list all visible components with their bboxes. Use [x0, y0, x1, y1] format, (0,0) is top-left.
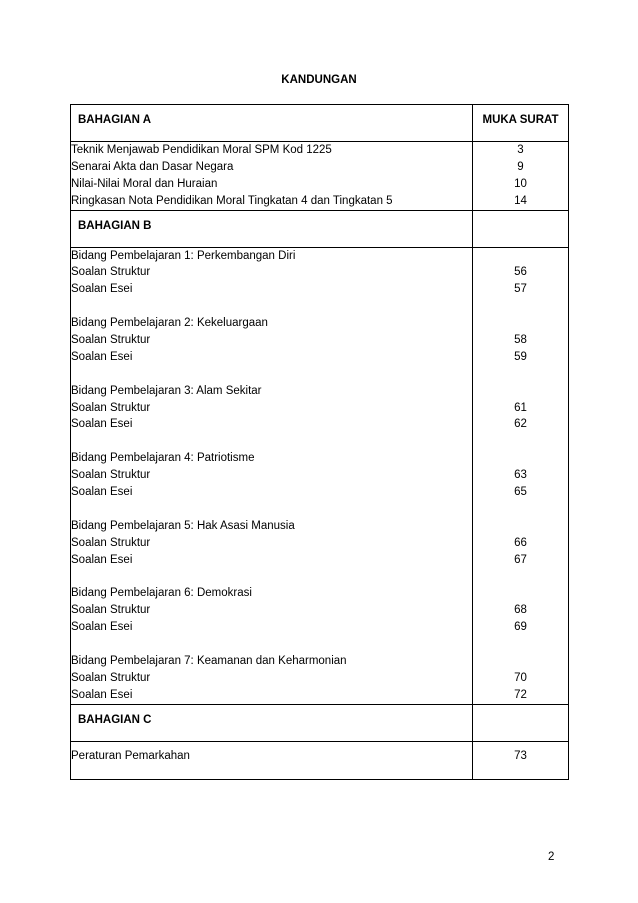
contents-table: [70, 104, 569, 780]
page-ref: 14: [514, 194, 527, 207]
section-a-items-row: [71, 142, 569, 211]
page-ref: 67: [514, 553, 527, 566]
group-title: Bidang Pembelajaran 6: Demokrasi: [71, 587, 252, 600]
page-ref: 62: [514, 418, 527, 431]
list-item: Ringkasan Nota Pendidikan Moral Tingkatan 4 dan Tingkatan 5: [71, 194, 393, 207]
section-c-heading-cell: [71, 704, 473, 741]
list-item: Soalan Esei: [71, 621, 133, 634]
page-ref: 3: [517, 144, 524, 156]
list-item: Soalan Esei: [71, 688, 133, 701]
list-item: Soalan Struktur: [71, 469, 151, 482]
list-item: Senarai Akta dan Dasar Negara: [71, 160, 234, 173]
group-title: Bidang Pembelajaran 2: Kekeluargaan: [71, 317, 268, 330]
section-a-heading: BAHAGIAN A: [78, 114, 152, 126]
section-c-labels: [71, 741, 473, 779]
list-item: Soalan Esei: [71, 350, 133, 363]
page-ref: 63: [514, 469, 527, 482]
group-title: Bidang Pembelajaran 5: Hak Asasi Manusia: [71, 519, 295, 532]
page-ref: 57: [514, 283, 527, 296]
section-a-heading-cell: [71, 105, 473, 142]
page-ref: 70: [514, 671, 527, 684]
table-header-row: [71, 105, 569, 142]
page-ref: 65: [514, 486, 527, 499]
group-title: Bidang Pembelajaran 1: Perkembangan Diri: [71, 249, 296, 262]
page-ref: 59: [514, 350, 527, 363]
page-ref: 10: [514, 177, 527, 190]
list-item: Peraturan Pemarkahan: [71, 749, 190, 762]
page-ref: 66: [514, 536, 527, 549]
section-b-pages: [473, 247, 569, 704]
section-b-heading-cell: [71, 210, 473, 247]
section-b-labels: [71, 247, 473, 704]
page-ref: 56: [514, 266, 527, 279]
section-a-pages: [473, 142, 569, 211]
list-item: Soalan Esei: [71, 553, 133, 566]
page-ref: 61: [514, 401, 527, 414]
section-c-empty-cell: [473, 704, 569, 741]
page-ref: 69: [514, 621, 527, 634]
page-ref: 68: [514, 604, 527, 617]
list-item: Soalan Esei: [71, 283, 133, 296]
page-title: KANDUNGAN: [281, 74, 357, 86]
list-item: Soalan Esei: [71, 418, 133, 431]
section-c-heading: BAHAGIAN C: [78, 713, 152, 726]
page-ref: 72: [514, 688, 527, 701]
section-b-heading-row: [71, 210, 569, 247]
list-item: Soalan Struktur: [71, 604, 151, 617]
page-column-heading: MUKA SURAT: [482, 114, 559, 126]
list-item: Soalan Struktur: [71, 671, 151, 684]
page-ref: 73: [514, 749, 527, 762]
list-item: Soalan Struktur: [71, 266, 151, 279]
section-c-items-row: [71, 741, 569, 779]
list-item: Soalan Esei: [71, 486, 133, 499]
list-item: Soalan Struktur: [71, 401, 151, 414]
section-c-pages: [473, 741, 569, 779]
section-b-items-row: [71, 247, 569, 704]
group-title: Bidang Pembelajaran 3: Alam Sekitar: [71, 384, 262, 397]
section-b-empty-cell: [473, 210, 569, 247]
list-item: Soalan Struktur: [71, 334, 151, 347]
page-ref: 58: [514, 334, 527, 347]
list-item: Soalan Struktur: [71, 536, 151, 549]
page-column-heading-cell: [473, 105, 569, 142]
section-b-heading: BAHAGIAN B: [78, 219, 152, 232]
list-item: Teknik Menjawab Pendidikan Moral SPM Kod 1225: [71, 144, 332, 156]
section-c-heading-row: [71, 704, 569, 741]
section-a-labels: [71, 142, 473, 211]
page-ref: 9: [517, 160, 524, 173]
list-item: Nilai-Nilai Moral dan Huraian: [71, 177, 218, 190]
group-title: Bidang Pembelajaran 4: Patriotisme: [71, 452, 255, 465]
page-number: 2: [548, 851, 555, 863]
group-title: Bidang Pembelajaran 7: Keamanan dan Keharmonian: [71, 654, 347, 667]
